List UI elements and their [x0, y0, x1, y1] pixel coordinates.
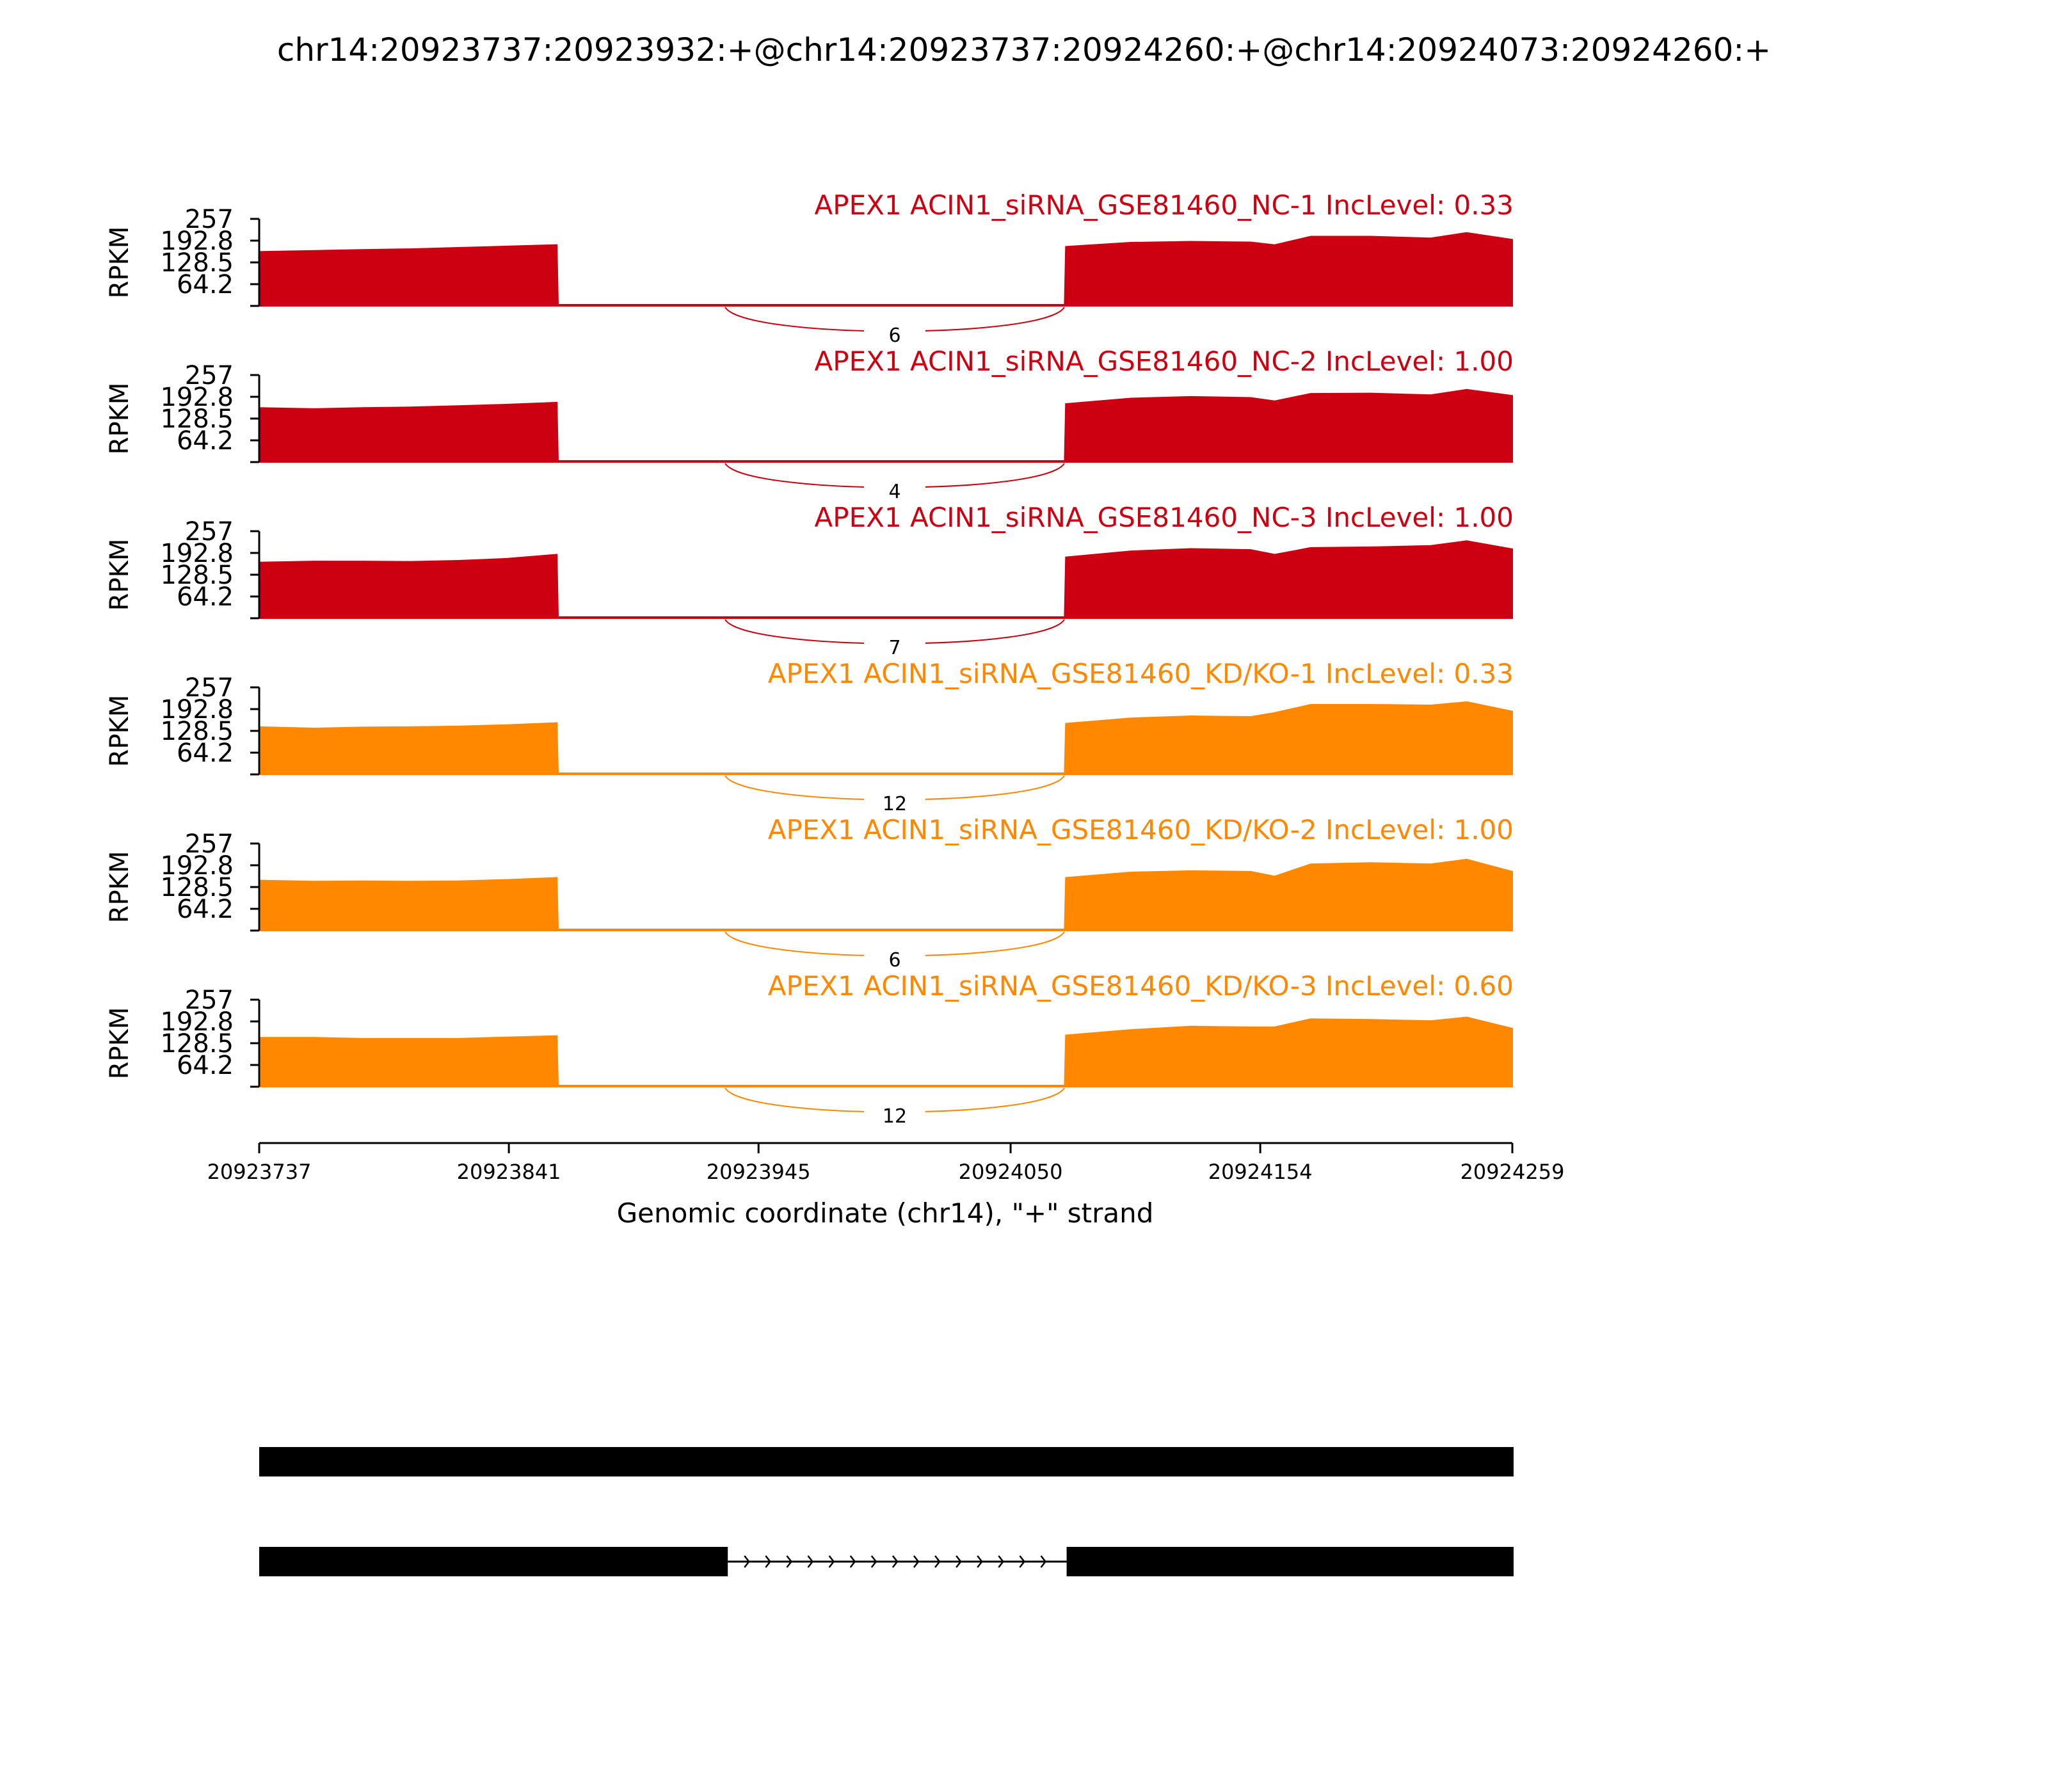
isoform-track	[259, 1447, 1514, 1576]
sample-label: APEX1 ACIN1_siRNA_GSE81460_KD/KO-1 IncLevel: 0.33	[767, 658, 1514, 689]
y-axis-label: RPKM	[105, 226, 134, 299]
x-axis	[207, 1143, 1565, 1184]
y-tick-label: 64.2	[176, 270, 234, 300]
y-axis-label: RPKM	[105, 538, 134, 611]
junction-count: 12	[882, 793, 908, 815]
y-tick-label: 192.8	[160, 694, 234, 724]
exon-block	[259, 1547, 728, 1576]
coverage-area	[259, 860, 1512, 931]
y-tick-label: 64.2	[176, 582, 234, 612]
junction-count: 6	[888, 949, 901, 972]
x-tick-label: 20923945	[706, 1160, 811, 1184]
sample-label: APEX1 ACIN1_siRNA_GSE81460_NC-1 IncLevel: 0.33	[814, 189, 1514, 221]
coverage-panel	[105, 658, 1514, 817]
y-tick-label: 257	[184, 829, 234, 859]
isoform	[259, 1447, 1514, 1476]
y-tick-label: 192.8	[160, 538, 234, 568]
y-tick-label: 257	[184, 361, 234, 390]
coverage-panel	[105, 970, 1514, 1129]
y-tick-label: 128.5	[160, 873, 234, 902]
coverage-area	[259, 702, 1512, 774]
isoform	[259, 1547, 1514, 1576]
x-tick-label: 20923737	[207, 1160, 312, 1184]
y-tick-label: 192.8	[160, 1007, 234, 1037]
y-tick-label: 257	[184, 517, 234, 547]
y-tick-label: 64.2	[176, 739, 234, 769]
x-tick-label: 20923841	[456, 1160, 561, 1184]
y-tick-label: 128.5	[160, 717, 234, 746]
chart-title: chr14:20923737:20923932:+@chr14:20923737:20924260:+@chr14:20924073:20924260:+	[276, 31, 1772, 68]
y-tick-label: 192.8	[160, 382, 234, 412]
coverage-area	[259, 390, 1512, 462]
y-axis-label: RPKM	[105, 1007, 134, 1080]
y-tick-label: 128.5	[160, 404, 234, 434]
junction-count: 7	[888, 637, 901, 659]
junction-count: 6	[888, 324, 901, 347]
sample-label: APEX1 ACIN1_siRNA_GSE81460_NC-3 IncLevel: 1.00	[814, 502, 1514, 533]
coverage-panel	[105, 814, 1514, 973]
coverage-panel	[105, 346, 1514, 504]
y-tick-label: 128.5	[160, 248, 234, 278]
x-tick-label: 20924259	[1460, 1160, 1565, 1184]
y-tick-label: 192.8	[160, 851, 234, 881]
y-axis-label: RPKM	[105, 694, 134, 767]
exon-block	[259, 1447, 1514, 1476]
coverage-area	[259, 1018, 1512, 1087]
y-axis-label: RPKM	[105, 851, 134, 924]
sample-label: APEX1 ACIN1_siRNA_GSE81460_NC-2 IncLevel: 1.00	[814, 346, 1514, 377]
x-axis-label: Genomic coordinate (chr14), "+" strand	[616, 1197, 1154, 1229]
y-tick-label: 64.2	[176, 895, 234, 925]
sample-label: APEX1 ACIN1_siRNA_GSE81460_KD/KO-3 IncLevel: 0.60	[767, 970, 1514, 1002]
x-tick-label: 20924154	[1208, 1160, 1313, 1184]
x-tick-label: 20924050	[958, 1160, 1063, 1184]
coverage-area	[259, 541, 1512, 618]
sample-label: APEX1 ACIN1_siRNA_GSE81460_KD/KO-2 IncLevel: 1.00	[767, 814, 1514, 845]
coverage-panels	[105, 189, 1514, 1129]
junction-count: 4	[888, 481, 901, 503]
y-tick-label: 64.2	[176, 1051, 234, 1081]
y-tick-label: 128.5	[160, 561, 234, 590]
y-tick-label: 257	[184, 986, 234, 1015]
coverage-panel	[105, 502, 1514, 660]
y-axis-label: RPKM	[105, 382, 134, 455]
y-tick-label: 257	[184, 205, 234, 234]
y-tick-label: 192.8	[160, 226, 234, 256]
y-tick-label: 257	[184, 673, 234, 703]
coverage-panel	[105, 189, 1514, 348]
coverage-area	[259, 233, 1512, 306]
exon-block	[1067, 1547, 1514, 1576]
junction-count: 12	[882, 1105, 908, 1128]
y-tick-label: 128.5	[160, 1029, 234, 1059]
y-tick-label: 64.2	[176, 426, 234, 456]
